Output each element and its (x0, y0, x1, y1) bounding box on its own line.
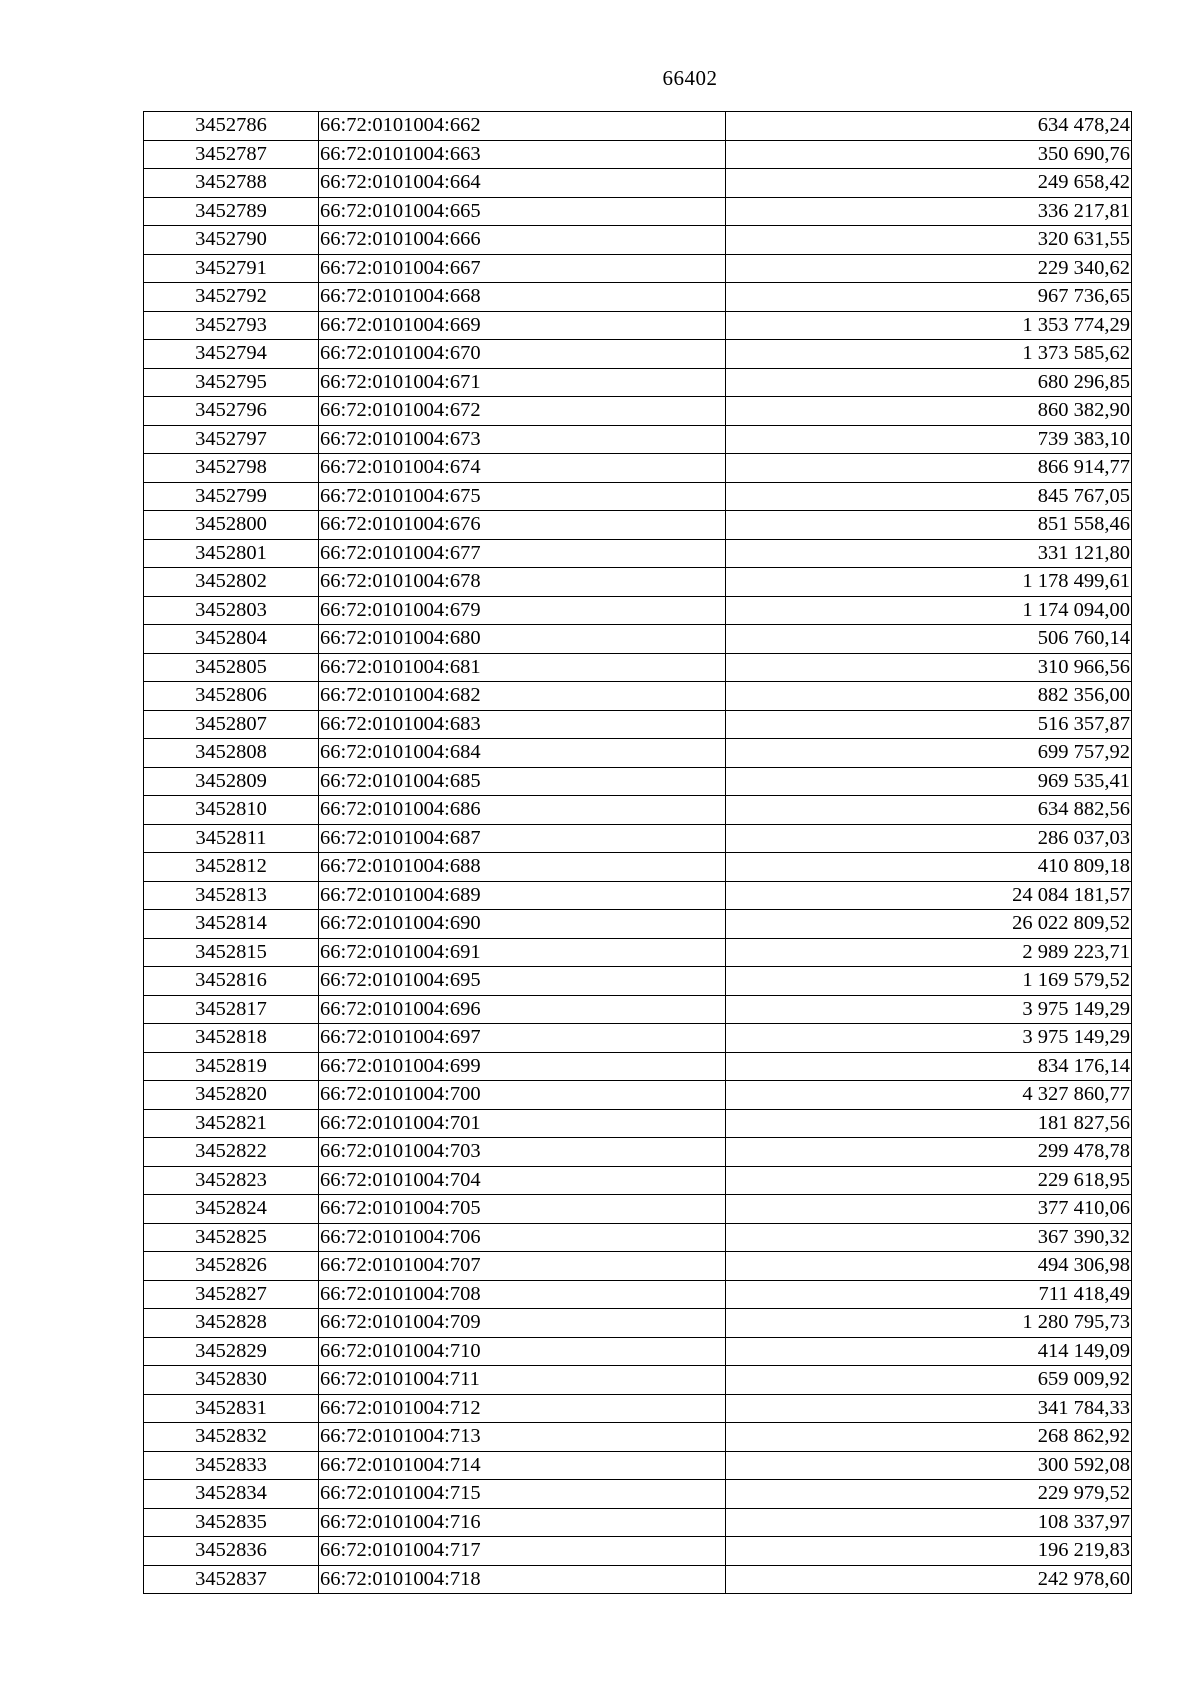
cadastral-value-cell: 196 219,83 (726, 1537, 1132, 1566)
row-id-cell: 3452831 (144, 1394, 319, 1423)
cadastral-number-cell: 66:72:0101004:691 (319, 938, 726, 967)
row-id-cell: 3452799 (144, 482, 319, 511)
table-row (144, 1195, 1132, 1224)
table-row (144, 340, 1132, 369)
cadastral-value-cell: 108 337,97 (726, 1508, 1132, 1537)
row-id-cell: 3452812 (144, 853, 319, 882)
cadastral-number-cell: 66:72:0101004:696 (319, 995, 726, 1024)
cadastral-number-cell: 66:72:0101004:681 (319, 653, 726, 682)
row-id-cell: 3452792 (144, 283, 319, 312)
cadastral-number-cell: 66:72:0101004:676 (319, 511, 726, 540)
cadastral-value-cell: 1 169 579,52 (726, 967, 1132, 996)
cadastral-value-cell: 494 306,98 (726, 1252, 1132, 1281)
table-row (144, 1024, 1132, 1053)
cadastral-value-cell: 229 979,52 (726, 1480, 1132, 1509)
cadastral-value-cell: 739 383,10 (726, 425, 1132, 454)
cadastral-number-cell: 66:72:0101004:710 (319, 1337, 726, 1366)
table-row (144, 1223, 1132, 1252)
table-row (144, 1451, 1132, 1480)
table-row (144, 739, 1132, 768)
cadastral-value-cell: 1 280 795,73 (726, 1309, 1132, 1338)
cadastral-value-cell: 320 631,55 (726, 226, 1132, 255)
table-row (144, 1508, 1132, 1537)
table-row (144, 140, 1132, 169)
table-row (144, 967, 1132, 996)
table-row (144, 1309, 1132, 1338)
cadastral-value-cell: 367 390,32 (726, 1223, 1132, 1252)
table-row (144, 995, 1132, 1024)
cadastral-number-cell: 66:72:0101004:682 (319, 682, 726, 711)
row-id-cell: 3452804 (144, 625, 319, 654)
cadastral-number-cell: 66:72:0101004:704 (319, 1166, 726, 1195)
cadastral-value-cell: 268 862,92 (726, 1423, 1132, 1452)
cadastral-value-cell: 341 784,33 (726, 1394, 1132, 1423)
row-id-cell: 3452817 (144, 995, 319, 1024)
cadastral-number-cell: 66:72:0101004:666 (319, 226, 726, 255)
cadastral-value-cell: 3 975 149,29 (726, 995, 1132, 1024)
row-id-cell: 3452795 (144, 368, 319, 397)
table-row (144, 197, 1132, 226)
row-id-cell: 3452820 (144, 1081, 319, 1110)
cadastral-value-cell: 634 478,24 (726, 112, 1132, 141)
cadastral-number-cell: 66:72:0101004:687 (319, 824, 726, 853)
cadastral-number-cell: 66:72:0101004:695 (319, 967, 726, 996)
table-row (144, 568, 1132, 597)
row-id-cell: 3452798 (144, 454, 319, 483)
row-id-cell: 3452828 (144, 1309, 319, 1338)
table-row (144, 682, 1132, 711)
cadastral-number-cell: 66:72:0101004:673 (319, 425, 726, 454)
cadastral-value-cell: 516 357,87 (726, 710, 1132, 739)
cadastral-number-cell: 66:72:0101004:712 (319, 1394, 726, 1423)
cadastral-number-cell: 66:72:0101004:713 (319, 1423, 726, 1452)
page-number: 66402 (662, 66, 718, 90)
row-id-cell: 3452796 (144, 397, 319, 426)
cadastral-value-cell: 866 914,77 (726, 454, 1132, 483)
table-row (144, 653, 1132, 682)
row-id-cell: 3452821 (144, 1109, 319, 1138)
cadastral-value-cell: 249 658,42 (726, 169, 1132, 198)
cadastral-number-cell: 66:72:0101004:711 (319, 1366, 726, 1395)
cadastral-value-cell: 299 478,78 (726, 1138, 1132, 1167)
row-id-cell: 3452800 (144, 511, 319, 540)
cadastral-number-cell: 66:72:0101004:684 (319, 739, 726, 768)
cadastral-value-cell: 350 690,76 (726, 140, 1132, 169)
cadastral-number-cell: 66:72:0101004:697 (319, 1024, 726, 1053)
row-id-cell: 3452829 (144, 1337, 319, 1366)
table-row (144, 824, 1132, 853)
cadastral-number-cell: 66:72:0101004:714 (319, 1451, 726, 1480)
cadastral-value-cell: 506 760,14 (726, 625, 1132, 654)
row-id-cell: 3452790 (144, 226, 319, 255)
row-id-cell: 3452813 (144, 881, 319, 910)
cadastral-number-cell: 66:72:0101004:678 (319, 568, 726, 597)
table-row (144, 226, 1132, 255)
cadastral-value-cell: 1 353 774,29 (726, 311, 1132, 340)
row-id-cell: 3452830 (144, 1366, 319, 1395)
cadastral-value-cell: 377 410,06 (726, 1195, 1132, 1224)
table-row (144, 311, 1132, 340)
row-id-cell: 3452811 (144, 824, 319, 853)
row-id-cell: 3452816 (144, 967, 319, 996)
row-id-cell: 3452836 (144, 1537, 319, 1566)
row-id-cell: 3452819 (144, 1052, 319, 1081)
table-row (144, 853, 1132, 882)
cadastral-value-cell: 845 767,05 (726, 482, 1132, 511)
cadastral-value-cell: 699 757,92 (726, 739, 1132, 768)
row-id-cell: 3452793 (144, 311, 319, 340)
cadastral-value-cell: 1 373 585,62 (726, 340, 1132, 369)
cadastral-number-cell: 66:72:0101004:708 (319, 1280, 726, 1309)
table-row (144, 1252, 1132, 1281)
cadastral-number-cell: 66:72:0101004:668 (319, 283, 726, 312)
table-row (144, 254, 1132, 283)
row-id-cell: 3452822 (144, 1138, 319, 1167)
cadastral-number-cell: 66:72:0101004:686 (319, 796, 726, 825)
cadastral-number-cell: 66:72:0101004:709 (319, 1309, 726, 1338)
table-body (144, 112, 1132, 1594)
row-id-cell: 3452797 (144, 425, 319, 454)
cadastral-number-cell: 66:72:0101004:703 (319, 1138, 726, 1167)
cadastral-number-cell: 66:72:0101004:680 (319, 625, 726, 654)
row-id-cell: 3452835 (144, 1508, 319, 1537)
row-id-cell: 3452825 (144, 1223, 319, 1252)
cadastral-value-cell: 229 340,62 (726, 254, 1132, 283)
cadastral-value-cell: 4 327 860,77 (726, 1081, 1132, 1110)
cadastral-number-cell: 66:72:0101004:699 (319, 1052, 726, 1081)
cadastral-value-cell: 181 827,56 (726, 1109, 1132, 1138)
table-row (144, 482, 1132, 511)
row-id-cell: 3452809 (144, 767, 319, 796)
cadastral-value-cell: 967 736,65 (726, 283, 1132, 312)
table-row (144, 1138, 1132, 1167)
cadastral-number-cell: 66:72:0101004:718 (319, 1565, 726, 1594)
cadastral-number-cell: 66:72:0101004:689 (319, 881, 726, 910)
row-id-cell: 3452787 (144, 140, 319, 169)
table-row (144, 1280, 1132, 1309)
cadastral-number-cell: 66:72:0101004:672 (319, 397, 726, 426)
cadastral-value-cell: 680 296,85 (726, 368, 1132, 397)
cadastral-value-cell: 3 975 149,29 (726, 1024, 1132, 1053)
table-row (144, 425, 1132, 454)
cadastral-number-cell: 66:72:0101004:669 (319, 311, 726, 340)
cadastral-value-cell: 242 978,60 (726, 1565, 1132, 1594)
cadastral-number-cell: 66:72:0101004:707 (319, 1252, 726, 1281)
row-id-cell: 3452827 (144, 1280, 319, 1309)
row-id-cell: 3452802 (144, 568, 319, 597)
row-id-cell: 3452788 (144, 169, 319, 198)
row-id-cell: 3452801 (144, 539, 319, 568)
cadastral-value-cell: 24 084 181,57 (726, 881, 1132, 910)
cadastral-value-cell: 711 418,49 (726, 1280, 1132, 1309)
cadastral-number-cell: 66:72:0101004:716 (319, 1508, 726, 1537)
cadastral-number-cell: 66:72:0101004:701 (319, 1109, 726, 1138)
cadastral-value-cell: 969 535,41 (726, 767, 1132, 796)
row-id-cell: 3452786 (144, 112, 319, 141)
row-id-cell: 3452814 (144, 910, 319, 939)
cadastral-number-cell: 66:72:0101004:685 (319, 767, 726, 796)
table-row (144, 539, 1132, 568)
cadastral-number-cell: 66:72:0101004:663 (319, 140, 726, 169)
cadastral-number-cell: 66:72:0101004:670 (319, 340, 726, 369)
row-id-cell: 3452794 (144, 340, 319, 369)
cadastral-number-cell: 66:72:0101004:677 (319, 539, 726, 568)
row-id-cell: 3452810 (144, 796, 319, 825)
table-row (144, 1480, 1132, 1509)
row-id-cell: 3452789 (144, 197, 319, 226)
cadastral-number-cell: 66:72:0101004:706 (319, 1223, 726, 1252)
row-id-cell: 3452823 (144, 1166, 319, 1195)
cadastral-value-cell: 851 558,46 (726, 511, 1132, 540)
cadastral-number-cell: 66:72:0101004:700 (319, 1081, 726, 1110)
table-row (144, 938, 1132, 967)
cadastral-number-cell: 66:72:0101004:705 (319, 1195, 726, 1224)
cadastral-number-cell: 66:72:0101004:665 (319, 197, 726, 226)
cadastral-value-cell: 1 178 499,61 (726, 568, 1132, 597)
table-row (144, 1366, 1132, 1395)
cadastral-value-cell: 336 217,81 (726, 197, 1132, 226)
table-row (144, 1109, 1132, 1138)
table-row (144, 1052, 1132, 1081)
row-id-cell: 3452791 (144, 254, 319, 283)
cadastral-number-cell: 66:72:0101004:688 (319, 853, 726, 882)
table-row (144, 112, 1132, 141)
table-row (144, 767, 1132, 796)
table-row (144, 1423, 1132, 1452)
row-id-cell: 3452833 (144, 1451, 319, 1480)
table-row (144, 596, 1132, 625)
row-id-cell: 3452824 (144, 1195, 319, 1224)
cadastral-value-cell: 229 618,95 (726, 1166, 1132, 1195)
cadastral-value-cell: 414 149,09 (726, 1337, 1132, 1366)
cadastral-number-cell: 66:72:0101004:675 (319, 482, 726, 511)
table-row (144, 454, 1132, 483)
table-row (144, 1337, 1132, 1366)
cadastral-value-cell: 300 592,08 (726, 1451, 1132, 1480)
cadastral-number-cell: 66:72:0101004:715 (319, 1480, 726, 1509)
cadastral-value-cell: 331 121,80 (726, 539, 1132, 568)
cadastral-number-cell: 66:72:0101004:679 (319, 596, 726, 625)
cadastral-value-cell: 310 966,56 (726, 653, 1132, 682)
cadastral-number-cell: 66:72:0101004:667 (319, 254, 726, 283)
table-row (144, 1537, 1132, 1566)
cadastral-value-cell: 659 009,92 (726, 1366, 1132, 1395)
table-row (144, 1565, 1132, 1594)
cadastral-value-cell: 26 022 809,52 (726, 910, 1132, 939)
row-id-cell: 3452806 (144, 682, 319, 711)
cadastral-number-cell: 66:72:0101004:717 (319, 1537, 726, 1566)
row-id-cell: 3452832 (144, 1423, 319, 1452)
table-row (144, 283, 1132, 312)
cadastral-number-cell: 66:72:0101004:674 (319, 454, 726, 483)
row-id-cell: 3452818 (144, 1024, 319, 1053)
row-id-cell: 3452834 (144, 1480, 319, 1509)
table-row (144, 1081, 1132, 1110)
row-id-cell: 3452837 (144, 1565, 319, 1594)
cadastral-value-table (143, 111, 1132, 1594)
cadastral-value-cell: 634 882,56 (726, 796, 1132, 825)
table-row (144, 796, 1132, 825)
cadastral-number-cell: 66:72:0101004:671 (319, 368, 726, 397)
table-row (144, 881, 1132, 910)
row-id-cell: 3452808 (144, 739, 319, 768)
table-row (144, 625, 1132, 654)
table-row (144, 368, 1132, 397)
cadastral-value-cell: 860 382,90 (726, 397, 1132, 426)
row-id-cell: 3452807 (144, 710, 319, 739)
row-id-cell: 3452805 (144, 653, 319, 682)
cadastral-value-cell: 834 176,14 (726, 1052, 1132, 1081)
cadastral-number-cell: 66:72:0101004:664 (319, 169, 726, 198)
table-row (144, 397, 1132, 426)
table-row (144, 1166, 1132, 1195)
row-id-cell: 3452803 (144, 596, 319, 625)
table-row (144, 710, 1132, 739)
cadastral-value-cell: 1 174 094,00 (726, 596, 1132, 625)
cadastral-number-cell: 66:72:0101004:662 (319, 112, 726, 141)
table-row (144, 169, 1132, 198)
cadastral-number-cell: 66:72:0101004:690 (319, 910, 726, 939)
table-row (144, 511, 1132, 540)
table-row (144, 910, 1132, 939)
cadastral-value-cell: 882 356,00 (726, 682, 1132, 711)
table-row (144, 1394, 1132, 1423)
cadastral-value-cell: 2 989 223,71 (726, 938, 1132, 967)
cadastral-value-cell: 410 809,18 (726, 853, 1132, 882)
row-id-cell: 3452826 (144, 1252, 319, 1281)
cadastral-number-cell: 66:72:0101004:683 (319, 710, 726, 739)
cadastral-value-cell: 286 037,03 (726, 824, 1132, 853)
row-id-cell: 3452815 (144, 938, 319, 967)
